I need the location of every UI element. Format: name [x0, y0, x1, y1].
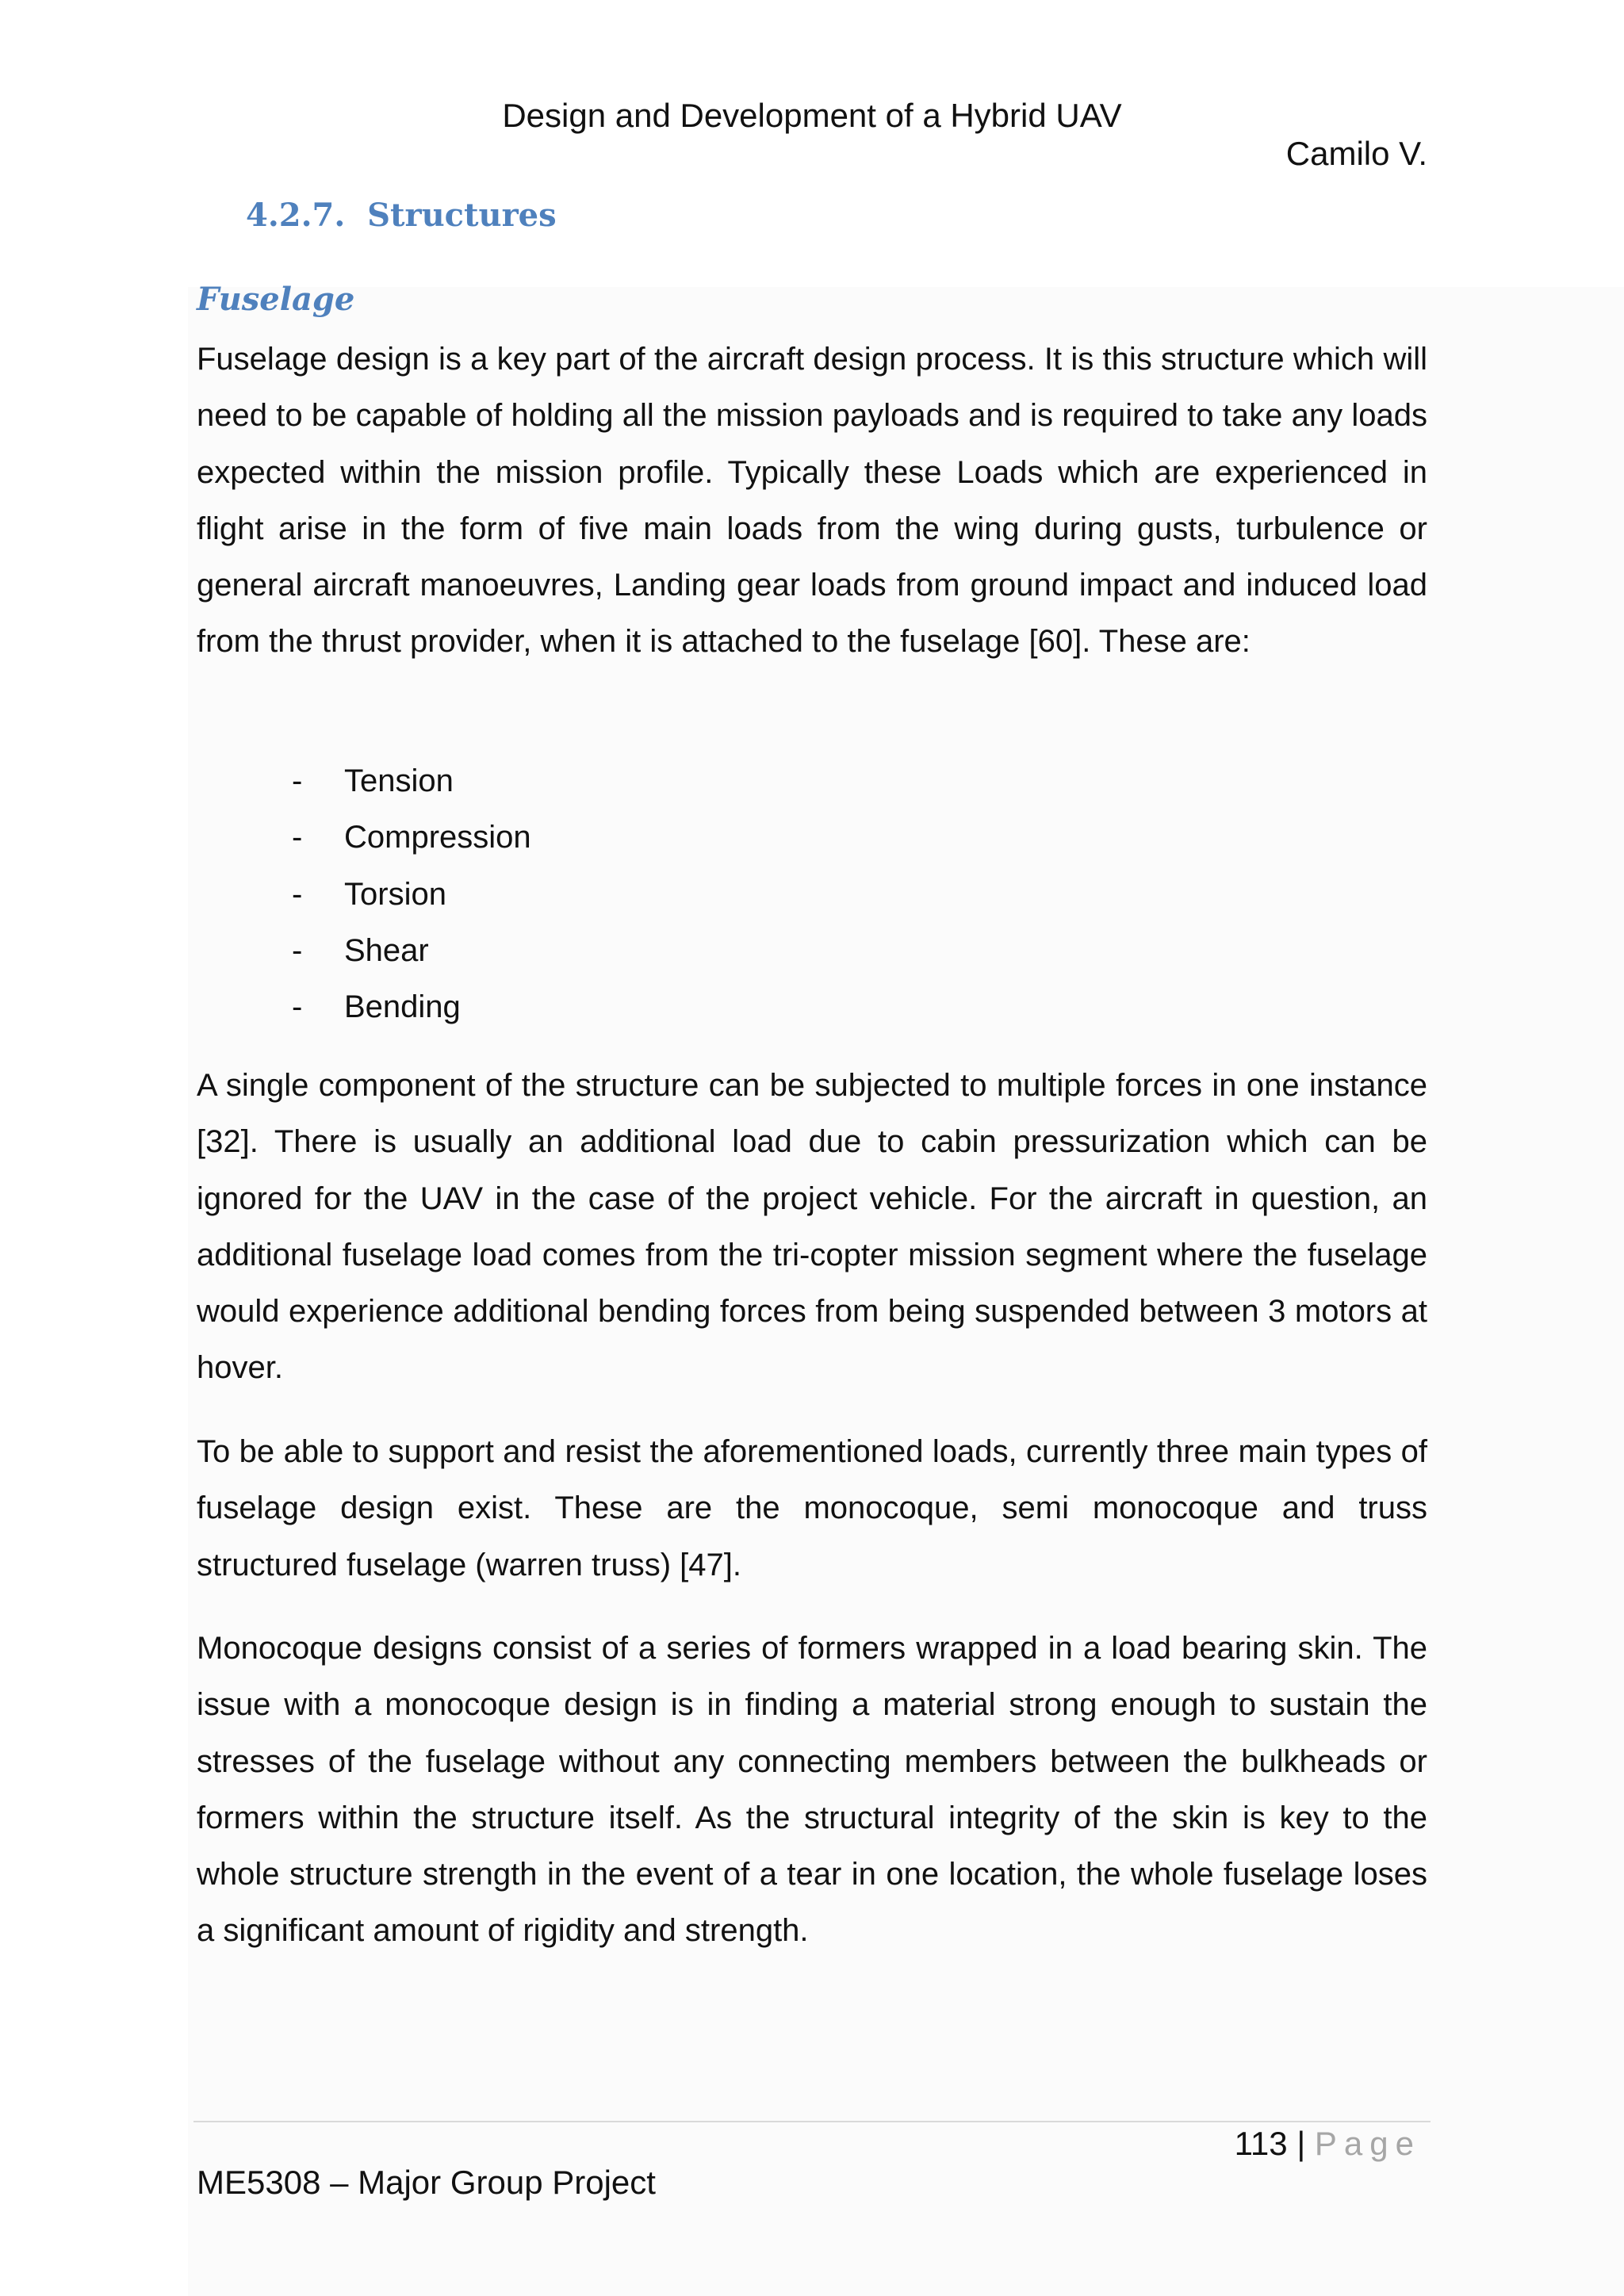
- page-number-separator: |: [1297, 2125, 1306, 2162]
- bullet-marker: -: [292, 876, 303, 912]
- subsection-heading: Fuselage: [197, 281, 355, 318]
- paragraph-multiple-forces: A single component of the structure can be subjected to multiple forces in one instance [32]. There is usually an additional load due to cabin pressurization which can be ignored for the UAV in the case of the project vehicle. For the aircraft in question, an additional fuselage load comes from the tri-copter mission segment where the fuselage would experience additional bending forces from being suspended between 3 motors at hover.: [197, 1068, 1427, 1386]
- list-item: [292, 979, 531, 1035]
- bullet-marker: -: [292, 932, 303, 968]
- load-type-list: [292, 753, 531, 1035]
- section-heading: [246, 193, 557, 238]
- page-label: Page: [1314, 2125, 1421, 2162]
- paragraph-monocoque: Monocoque designs consist of a series of formers wrapped in a load bearing skin. The issue with a monocoque design is in finding a material strong enough to sustain the stresses of the fuselage without any connecting members between the bulkheads or formers within the structure itself. As the structural integrity of the skin is key to the whole structure strength in the event of a tear in one location, the whole fuselage loses a significant amount of rigidity and strength.: [197, 1631, 1427, 1949]
- header-title: Design and Development of a Hybrid UAV: [502, 97, 1122, 134]
- list-item-label: Bending: [344, 989, 461, 1025]
- footer-course: ME5308 – Major Group Project: [197, 2164, 656, 2201]
- section-title: Structures: [367, 197, 557, 234]
- list-item-label: Compression: [344, 820, 531, 855]
- paragraph-intro: Fuselage design is a key part of the aircraft design process. It is this structure which will need to be capable of holding all the mission payloads and is required to take any loads expected within the mission profile. Typically these Loads which are experienced in flight arise in the form of five main loads from the wing during gusts, turbulence or general aircraft manoeuvres, Landing gear loads from ground impact and induced load from the thrust provider, when it is attached to the fuselage [60]. These are:: [197, 342, 1427, 660]
- list-item: [292, 753, 531, 809]
- list-item: [292, 923, 531, 979]
- paragraph-fuselage-types: To be able to support and resist the aforementioned loads, currently three main types of fuselage design exist. These are the monocoque, semi monocoque and truss structured fuselage (warren truss) [47].: [197, 1434, 1427, 1582]
- bullet-marker: -: [292, 820, 303, 855]
- header-author: Camilo V.: [1285, 135, 1427, 172]
- list-item-label: Tension: [344, 763, 454, 798]
- bullet-marker: -: [292, 989, 303, 1025]
- page-number: [1235, 2122, 1421, 2166]
- list-item-label: Torsion: [344, 876, 446, 912]
- bullet-marker: -: [292, 763, 303, 798]
- list-item: [292, 809, 531, 866]
- section-number: 4.2.7.: [246, 197, 346, 234]
- page-number-value: 113: [1234, 2125, 1288, 2162]
- list-item: [292, 867, 531, 923]
- list-item-label: Shear: [344, 932, 429, 968]
